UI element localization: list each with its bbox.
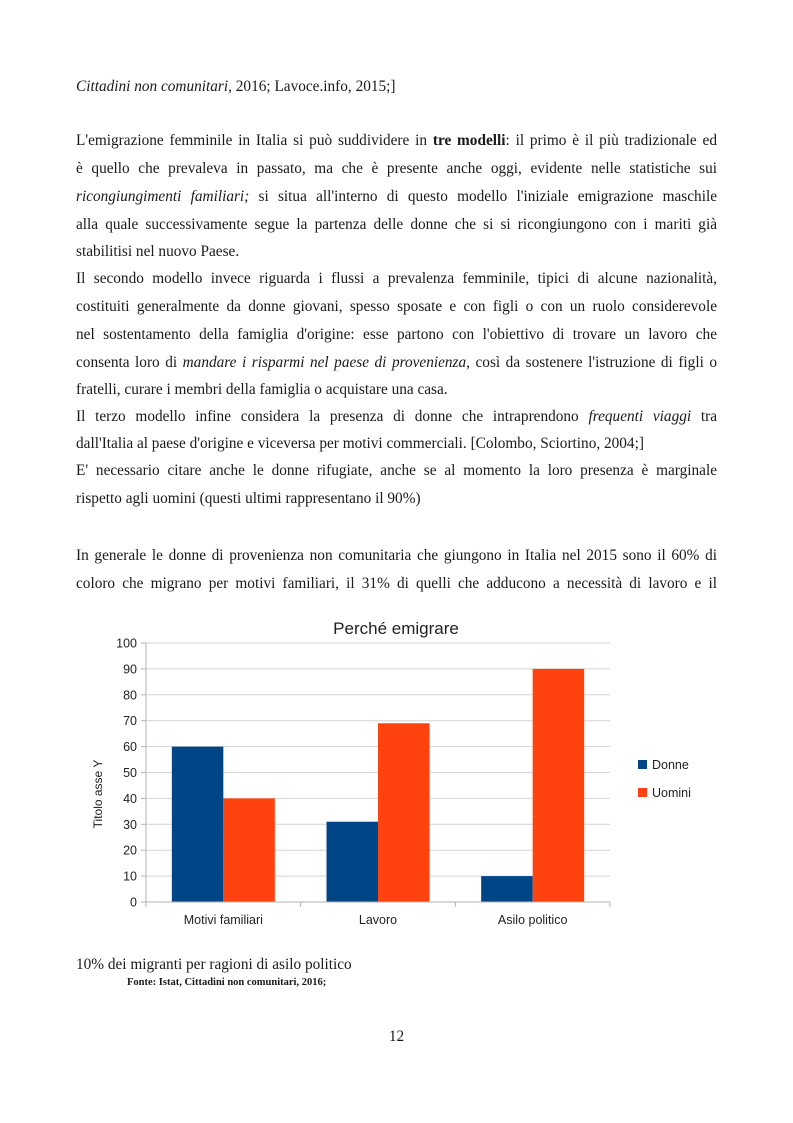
- text-span: consenta loro di: [76, 354, 183, 371]
- x-tick-label: Lavoro: [358, 913, 398, 927]
- x-tick-label: Asilo politico: [497, 913, 568, 927]
- y-axis-title: Titolo asse Y: [91, 759, 105, 829]
- italic-term: ricongiungimenti familiari;: [76, 188, 250, 205]
- text-span: : il primo è il più tradizionale ed: [505, 132, 717, 149]
- y-tick-label: 50: [123, 766, 137, 780]
- para4-line2: rispetto agli uomini (questi ultimi rappresentano il 90%): [76, 490, 421, 507]
- citation-italic: Cittadini non comunitari: [76, 78, 229, 95]
- y-tick-label: 40: [123, 791, 137, 806]
- chart-title: Perché emigrare: [333, 619, 459, 638]
- para1-line2: è quello che prevaleva in passato, ma che è presente anche oggi, evidente nelle statistiche sui: [76, 160, 717, 177]
- para5-line2: coloro che migrano per motivi familiari, il 31% di quelli che adducono a necessità di lavoro e il: [76, 575, 717, 592]
- para2-line1: Il secondo modello invece riguarda i flussi a prevalenza femminile, tipici di alcune nazionalità,: [76, 270, 717, 287]
- text-span: Il terzo modello infine considera la presenza di donne che intraprendono: [76, 408, 589, 425]
- para1-line3: [76, 187, 717, 207]
- para2-line3: nel sostentamento della famiglia d'origine: esse partono con l'obiettivo di trovare un lavoro che: [76, 326, 717, 343]
- bar-donne: [327, 822, 379, 902]
- x-tick-labels: [184, 902, 568, 927]
- legend-swatch-uomini: [638, 788, 647, 797]
- bars: [172, 669, 584, 902]
- legend: [638, 758, 691, 800]
- y-tick-label: 80: [123, 688, 137, 703]
- y-tick-label: 20: [123, 843, 137, 858]
- bar-uomini: [533, 669, 585, 902]
- bar-uomini: [223, 798, 274, 902]
- legend-swatch-donne: [638, 760, 647, 769]
- y-tick-label: 60: [123, 740, 137, 755]
- after-chart-text: 10% dei migranti per ragioni di asilo politico: [76, 956, 352, 973]
- citation-rest: , 2016; Lavoce.info, 2015;]: [228, 78, 396, 95]
- para2-line4: [76, 353, 717, 373]
- legend-label-donne: Donne: [652, 758, 689, 772]
- bar-uomini: [378, 723, 430, 902]
- text-span: L'emigrazione femminile in Italia si può suddividere in: [76, 132, 433, 149]
- text-span: , così da sostenere l'istruzione di figli o: [466, 354, 717, 371]
- bar-chart: [78, 612, 720, 937]
- bar-donne: [481, 876, 532, 902]
- page-number: 12: [388, 1028, 405, 1045]
- y-tick-label: 30: [123, 817, 137, 832]
- para4-line1: E' necessario citare anche le donne rifugiate, anche se al momento la loro presenza è marginale: [76, 462, 717, 479]
- italic-term: mandare i risparmi nel paese di provenienza: [182, 354, 467, 371]
- bold-term: tre modelli: [432, 132, 506, 149]
- para1-line1: [76, 131, 717, 151]
- para3-line1: [76, 407, 717, 427]
- y-tick-label: 10: [123, 869, 137, 884]
- x-tick-label: Motivi familiari: [183, 913, 263, 927]
- text-span: si situa all'interno di questo modello l'iniziale emigrazione maschile: [249, 188, 717, 205]
- y-tick-label: 70: [123, 714, 137, 729]
- bar-donne: [172, 747, 224, 902]
- y-tick-labels: [116, 637, 137, 910]
- para2-line2: costituiti generalmente da donne giovani, spesso sposate e con figli o con un ruolo considerevole: [76, 298, 717, 315]
- para2-line5: fratelli, curare i membri della famiglia o acquistare una casa.: [76, 381, 448, 398]
- y-tick-label: 0: [130, 895, 137, 910]
- para5-line1: In generale le donne di provenienza non comunitaria che giungono in Italia nel 2015 sono il 60% di: [76, 547, 717, 564]
- source-note: Fonte: Istat, Cittadini non comunitari, 2016;: [127, 977, 327, 988]
- para3-line2: dall'Italia al paese d'origine e viceversa per motivi commerciali. [Colombo, Sciortino, 2004;]: [76, 435, 644, 452]
- y-tick-label: 100: [116, 636, 137, 651]
- para1-line5: stabilitisi nel nuovo Paese.: [76, 243, 240, 260]
- legend-label-uomini: Uomini: [652, 786, 691, 800]
- italic-term: frequenti viaggi: [588, 408, 692, 425]
- text-span: tra: [691, 408, 718, 425]
- para1-line4: alla quale successivamente segue la partenza delle donne che si si ricongiungono con i mariti già: [76, 216, 717, 233]
- top-citation: [76, 77, 717, 97]
- y-tick-label: 90: [123, 662, 137, 677]
